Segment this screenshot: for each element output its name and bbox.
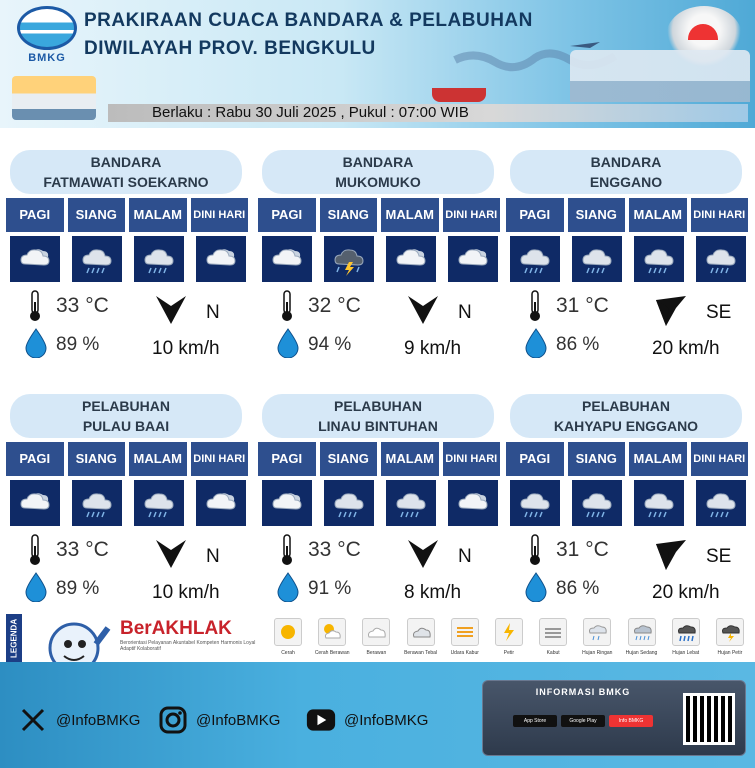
temperature-value: 33 °C [56, 538, 109, 561]
period-dini-hari: DINI HARI [191, 442, 249, 476]
wind-direction-arrow-icon [154, 538, 188, 572]
wind-direction: SE [706, 546, 732, 567]
legend-hujan-petir-icon [716, 618, 744, 646]
temperature-value: 31 °C [556, 294, 609, 317]
legend-tag: LEGENDA [6, 614, 22, 662]
legend-hujan-sedang-icon [628, 618, 656, 646]
period-pagi: PAGI [6, 198, 64, 232]
humidity-value: 86 % [556, 334, 600, 355]
cloudy-icon [196, 480, 246, 526]
humidity-value: 91 % [308, 578, 352, 599]
thermometer-icon [528, 290, 542, 322]
weather-icon-row [262, 236, 498, 284]
cloudy-icon [10, 480, 60, 526]
station-title [510, 394, 742, 438]
station-name: FATMAWATI SOEKARNO [43, 174, 209, 190]
instagram-social[interactable] [158, 705, 280, 735]
legend-item [489, 618, 529, 662]
light-rain-icon [134, 480, 184, 526]
bmkg-emblem-icon [17, 6, 77, 50]
station-name: MUKOMUKO [335, 174, 421, 190]
light-rain-icon [572, 236, 622, 282]
station-card [258, 130, 498, 360]
station-type: PELABUHAN [582, 398, 670, 414]
legend-item [622, 618, 662, 662]
instagram-logo-icon [158, 705, 188, 735]
period-malam: MALAM [629, 442, 687, 476]
legend-cerah-icon [274, 618, 302, 646]
qr-code[interactable] [683, 693, 735, 745]
legend-berawan-tebal-icon [407, 618, 435, 646]
station-title [262, 150, 494, 194]
light-rain-icon [72, 480, 122, 526]
station-title [510, 150, 742, 194]
thermometer-icon [28, 534, 42, 566]
period-dini-hari: DINI HARI [691, 198, 749, 232]
instagram-handle: @InfoBMKG [196, 711, 281, 729]
station-card [6, 130, 246, 360]
wind-direction-arrow-icon [154, 294, 188, 328]
period-pagi: PAGI [258, 198, 316, 232]
period-row [506, 198, 748, 232]
light-rain-icon [634, 480, 684, 526]
period-dini-hari: DINI HARI [443, 442, 501, 476]
station-card [6, 374, 246, 604]
station-card [258, 374, 498, 604]
station-title [10, 150, 242, 194]
wind-speed: 20 km/h [652, 582, 720, 603]
period-pagi: PAGI [258, 442, 316, 476]
light-rain-icon [134, 236, 184, 282]
temperature-value: 31 °C [556, 538, 609, 561]
cloudy-icon [262, 236, 312, 282]
legend-item [312, 618, 352, 662]
cloudy-icon [262, 480, 312, 526]
humidity-drop-icon [24, 328, 48, 358]
station-title [10, 394, 242, 438]
station-card [506, 130, 746, 360]
legend-berawan-icon [362, 618, 390, 646]
period-malam: MALAM [129, 198, 187, 232]
humidity-drop-icon [524, 572, 548, 602]
period-siang: SIANG [320, 198, 378, 232]
legend-udara-kabur-icon [451, 618, 479, 646]
weather-icon-row [262, 480, 498, 528]
humidity-drop-icon [524, 328, 548, 358]
berakhlak-subtitle: Berorientasi Pelayanan Akuntabel Kompeten Harmonis Loyal Adaptif Kolaboratif [120, 640, 256, 652]
weather-icon-row [10, 236, 246, 284]
legend-item [533, 618, 573, 662]
period-malam: MALAM [381, 442, 439, 476]
period-siang: SIANG [320, 442, 378, 476]
x-logo-icon [18, 705, 48, 735]
light-rain-icon [510, 236, 560, 282]
weather-icon-row [10, 480, 246, 528]
light-rain-icon [572, 480, 622, 526]
station-type: PELABUHAN [334, 398, 422, 414]
terminal-building-illustration [570, 50, 750, 102]
humidity-value: 94 % [308, 334, 352, 355]
cloudy-icon [448, 480, 498, 526]
light-rain-icon [510, 480, 560, 526]
temperature-value: 32 °C [308, 294, 361, 317]
x-handle: @InfoBMKG [56, 711, 141, 729]
period-row [258, 442, 500, 476]
light-rain-icon [324, 480, 374, 526]
wind-direction: N [206, 302, 220, 323]
period-row [6, 198, 248, 232]
page-title-line1: PRAKIRAAN CUACA BANDARA & PELABUHAN [84, 10, 533, 31]
legend-item [268, 618, 308, 662]
station-name: KAHYAPU ENGGANO [553, 418, 699, 434]
wind-speed: 9 km/h [404, 338, 462, 359]
station-title [262, 394, 494, 438]
wind-direction-arrow-icon [406, 294, 440, 328]
legend-petir-icon [495, 618, 523, 646]
period-malam: MALAM [129, 442, 187, 476]
logo-text: BMKG [28, 52, 66, 64]
station-type: BANDARA [342, 154, 414, 170]
app-store-badge[interactable]: App Store [513, 715, 557, 727]
legend-label: Kabut [546, 650, 560, 656]
wind-direction-arrow-icon [654, 294, 688, 328]
legend-item [710, 618, 750, 662]
bmkg-logo [14, 6, 80, 70]
humidity-value: 86 % [556, 578, 600, 599]
light-rain-icon [634, 236, 684, 282]
period-siang: SIANG [68, 198, 126, 232]
period-pagi: PAGI [6, 442, 64, 476]
cloudy-icon [196, 236, 246, 282]
period-dini-hari: DINI HARI [691, 442, 749, 476]
cloudy-icon [386, 236, 436, 282]
wind-direction: N [206, 546, 220, 567]
x-social[interactable] [18, 705, 140, 735]
info-bmkg-badge[interactable]: Info BMKG [609, 715, 653, 727]
period-malam: MALAM [381, 198, 439, 232]
humidity-drop-icon [24, 572, 48, 602]
legend-item [401, 618, 441, 662]
cloudy-icon [10, 236, 60, 282]
humidity-value: 89 % [56, 578, 100, 599]
legend-kabut-icon [539, 618, 567, 646]
period-siang: SIANG [568, 442, 626, 476]
wind-direction-arrow-icon [654, 538, 688, 572]
google-play-badge[interactable]: Google Play [561, 715, 605, 727]
wind-direction: N [458, 546, 472, 567]
page-title-line2: DIWILAYAH PROV. BENGKULU [84, 38, 376, 59]
weather-icon-row [510, 480, 746, 528]
light-rain-icon [696, 236, 746, 282]
thermometer-icon [28, 290, 42, 322]
temperature-value: 33 °C [308, 538, 361, 561]
station-type: PELABUHAN [82, 398, 170, 414]
thermometer-icon [528, 534, 542, 566]
light-rain-icon [386, 480, 436, 526]
info-bmkg-box[interactable] [482, 680, 746, 756]
cloudy-icon [448, 236, 498, 282]
wind-speed: 20 km/h [652, 338, 720, 359]
store-badges [513, 715, 653, 727]
legend-hujan-ringan-icon [583, 618, 611, 646]
legend-label: Berawan [366, 650, 387, 656]
thermometer-icon [280, 534, 294, 566]
period-dini-hari: DINI HARI [443, 198, 501, 232]
legend-item [666, 618, 706, 662]
airport-illustration [12, 76, 96, 120]
period-row [6, 442, 248, 476]
period-row [506, 442, 748, 476]
humidity-drop-icon [276, 572, 300, 602]
weather-icon-row [510, 236, 746, 284]
forecast-grid [6, 130, 752, 610]
legend-label: Cerah Berawan [314, 650, 350, 656]
period-pagi: PAGI [506, 198, 564, 232]
berakhlak-logo [120, 618, 266, 658]
legend-item [356, 618, 396, 662]
header-banner [0, 0, 755, 128]
legend-items [268, 618, 750, 662]
station-card [506, 374, 746, 604]
period-row [258, 198, 500, 232]
wind-direction: N [458, 302, 472, 323]
period-pagi: PAGI [506, 442, 564, 476]
humidity-drop-icon [276, 328, 300, 358]
wind-speed: 10 km/h [152, 338, 220, 359]
wind-speed: 8 km/h [404, 582, 462, 603]
legend-label: Hujan Sedang [625, 650, 658, 656]
wind-speed: 10 km/h [152, 582, 220, 603]
period-siang: SIANG [568, 198, 626, 232]
station-name: ENGGANO [589, 174, 663, 190]
berakhlak-title: BerAKHLAK [120, 618, 232, 639]
period-malam: MALAM [629, 198, 687, 232]
thunderstorm-icon [324, 236, 374, 282]
wind-direction: SE [706, 302, 732, 323]
youtube-logo-icon [306, 705, 336, 735]
legend-label: Petir [503, 650, 515, 656]
period-siang: SIANG [68, 442, 126, 476]
station-name: LINAU BINTUHAN [318, 418, 438, 434]
station-name: PULAU BAAI [82, 418, 170, 434]
legend-label: Hujan Lebat [672, 650, 700, 656]
youtube-handle: @InfoBMKG [344, 711, 429, 729]
legend-label: Udara Kabur [450, 650, 479, 656]
legend-label: Berawan Tebal [404, 650, 438, 656]
legend-item [577, 618, 617, 662]
legend-item [445, 618, 485, 662]
light-rain-icon [696, 480, 746, 526]
info-title: INFORMASI BMKG [535, 687, 631, 697]
humidity-value: 89 % [56, 334, 100, 355]
legend-label: Hujan Petir [717, 650, 743, 656]
wind-direction-arrow-icon [406, 538, 440, 572]
period-dini-hari: DINI HARI [191, 198, 249, 232]
light-rain-icon [72, 236, 122, 282]
station-type: BANDARA [590, 154, 662, 170]
legend-label: Cerah [281, 650, 295, 656]
thermometer-icon [280, 290, 294, 322]
legend-label: Hujan Ringan [582, 650, 613, 656]
temperature-value: 33 °C [56, 294, 109, 317]
legend-hujan-lebat-icon [672, 618, 700, 646]
youtube-social[interactable] [306, 705, 428, 735]
station-type: BANDARA [90, 154, 162, 170]
validity-text: Berlaku : Rabu 30 Juli 2025 , Pukul : 07:00 WIB [152, 104, 469, 121]
legend-cerah-berawan-icon [318, 618, 346, 646]
ship-icon [432, 88, 486, 102]
